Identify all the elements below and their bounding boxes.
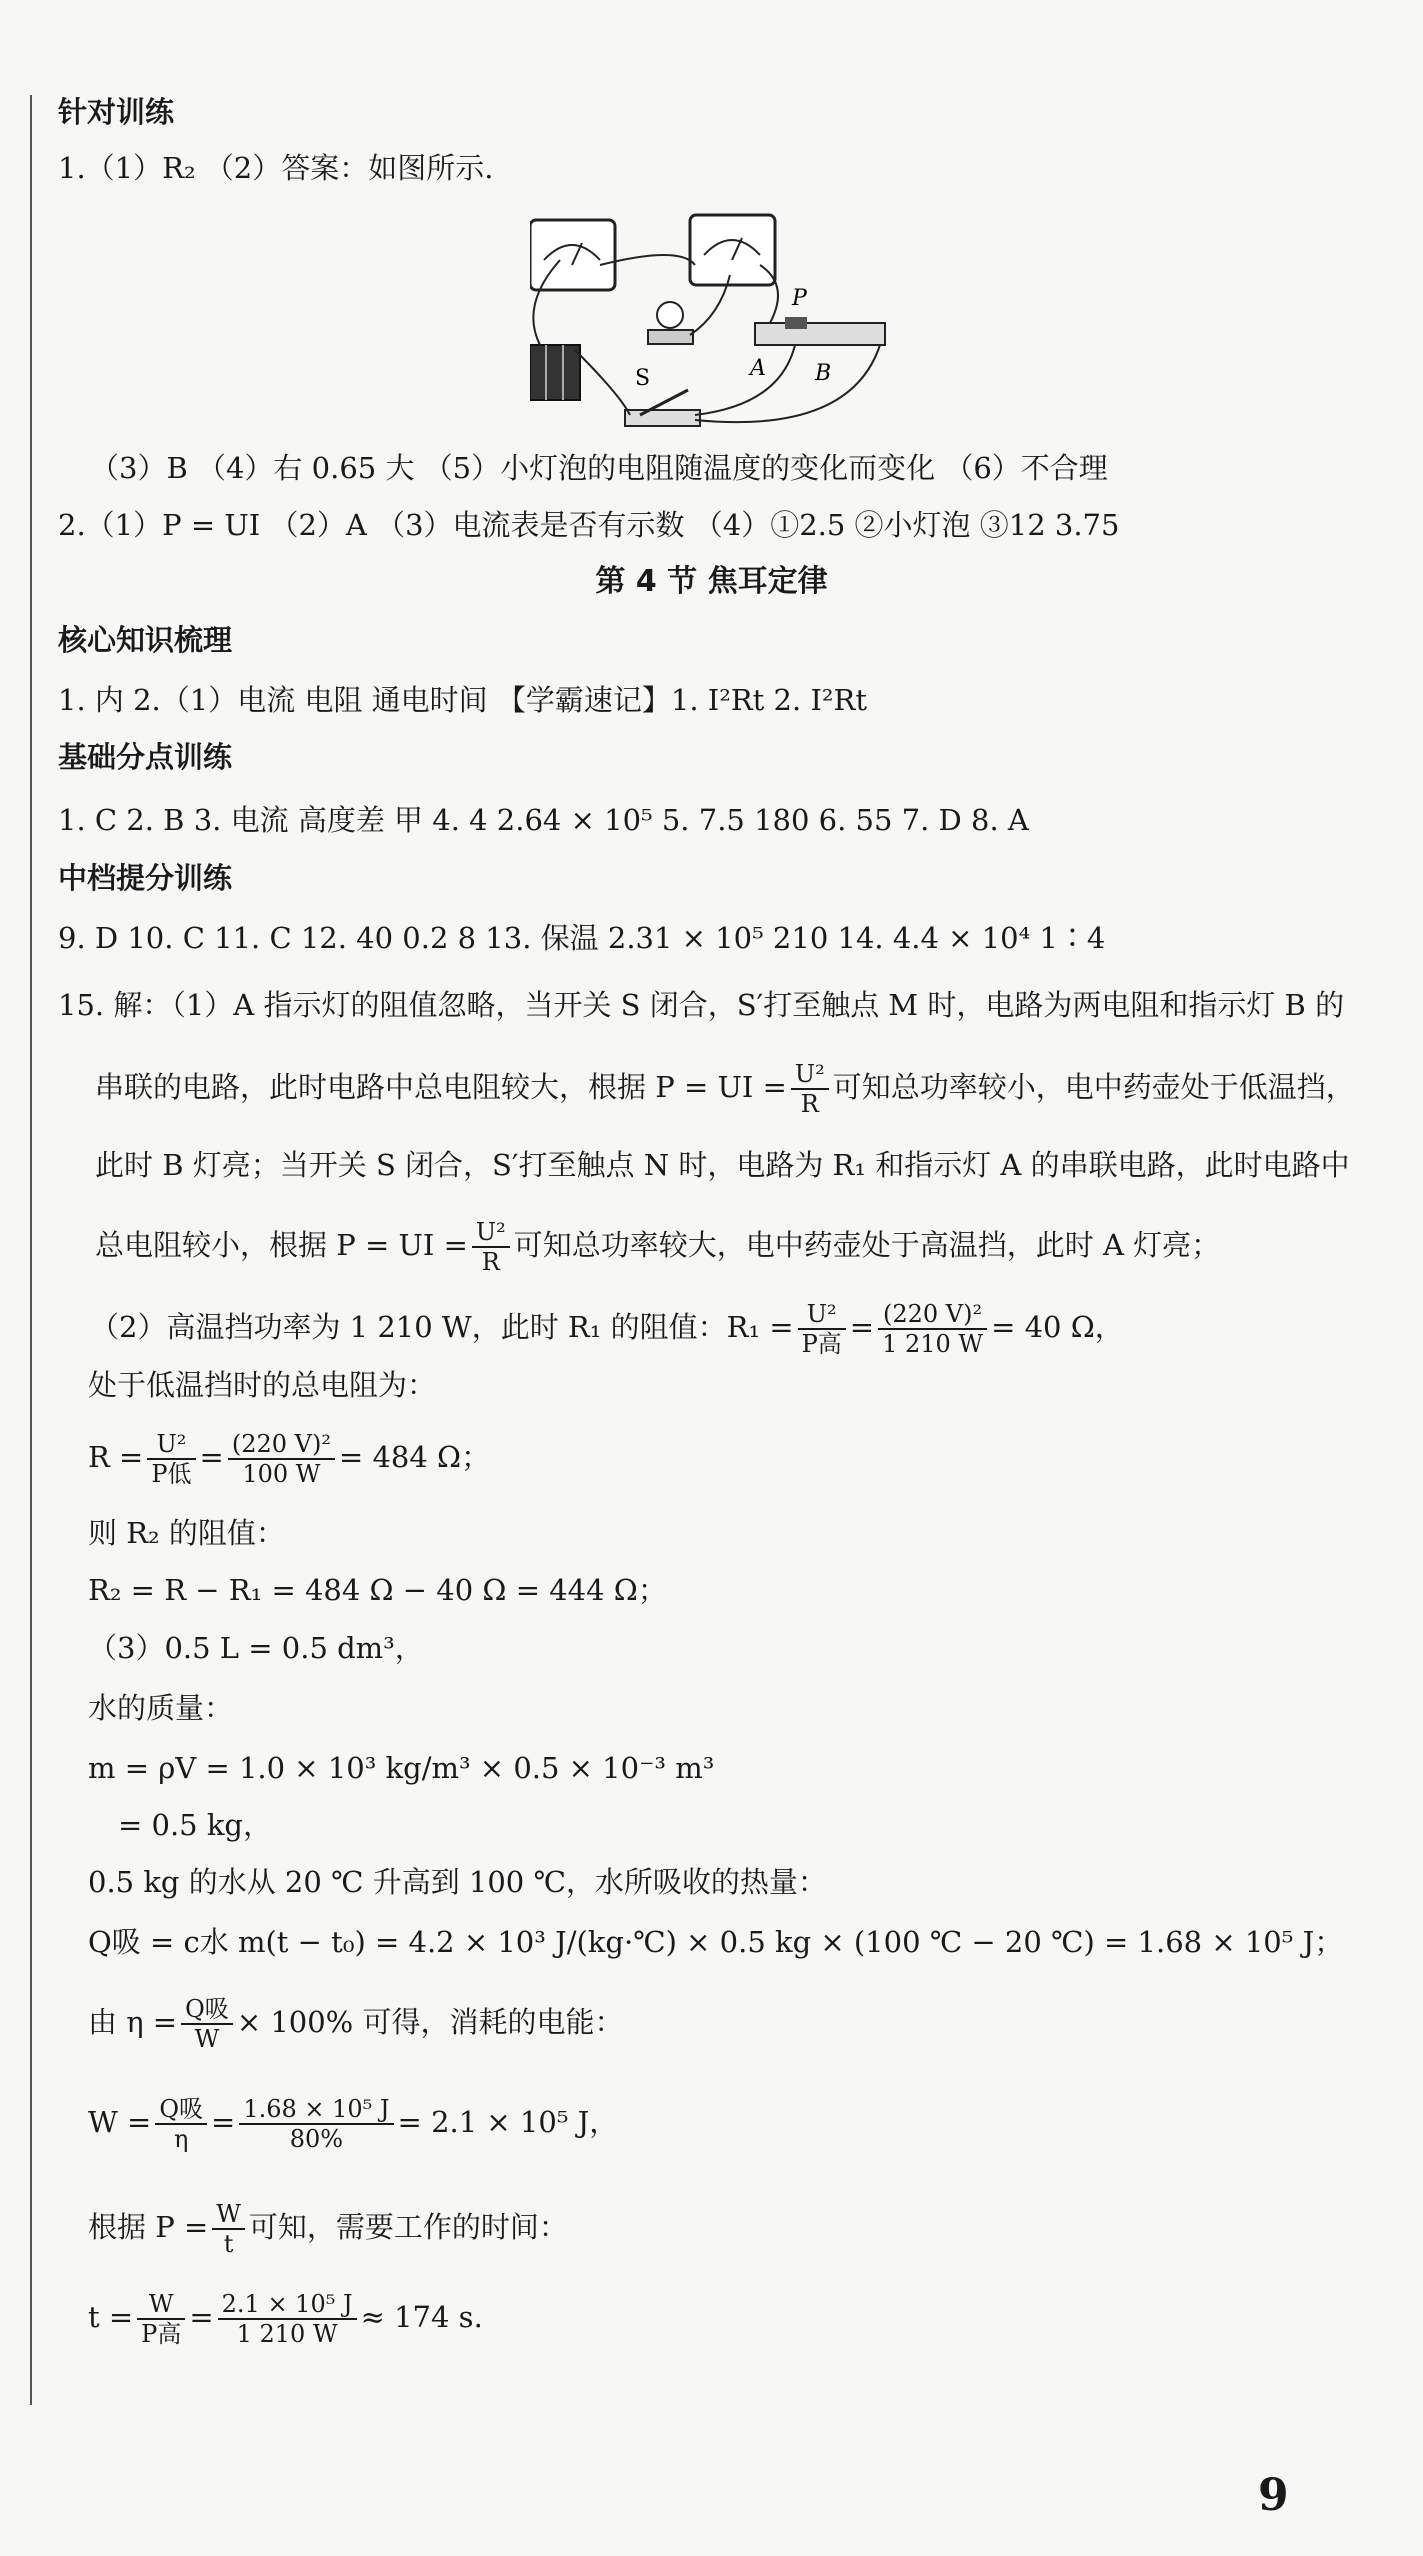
text: 可知总功率较小，电中药壶处于低温挡， <box>832 1070 1355 1104</box>
text: × 100% 可得，消耗的电能： <box>236 2005 624 2039</box>
answer-line: R₂ = R − R₁ = 484 Ω − 40 Ω = 444 Ω； <box>88 1573 667 1607</box>
answer-line: 0.5 kg 的水从 20 ℃ 升高到 100 ℃，水所吸收的热量： <box>88 1865 827 1899</box>
denominator: P高 <box>141 2320 182 2348</box>
answer-line: 处于低温挡时的总电阻为： <box>88 1368 437 1402</box>
formula-line <box>95 1218 1220 1276</box>
fraction <box>239 2095 393 2153</box>
answer-line: 9. D 10. C 11. C 12. 40 0.2 8 13. 保温 2.31 × 10⁵ 210 14. 4.4 × 10⁴ 1∶4 <box>58 921 1106 955</box>
voltmeter <box>690 215 775 285</box>
fraction <box>218 2290 357 2348</box>
answer-line: 此时 B 灯亮；当开关 S 闭合，S′打至触点 N 时，电路为 R₁ 和指示灯 A 的串联电路，此时电路中 <box>95 1148 1350 1182</box>
text: t = <box>88 2300 134 2334</box>
text: = 484 Ω； <box>338 1440 491 1474</box>
answer-line: 1.（1）R₂ （2）答案：如图所示. <box>58 151 494 185</box>
fraction <box>212 2200 245 2258</box>
formula-line <box>88 2200 568 2258</box>
margin-rule <box>30 95 32 2405</box>
section-heading: 基础分点训练 <box>58 740 233 774</box>
formula-line: t = $\frac{W}{\text{P高}}$ = $\frac{\text{2.1 × 10⁵ J}}{1 210 W}$ ≈ 174 s. <box>88 2290 483 2348</box>
numerator: 1.68 × 10⁵ J <box>239 2095 393 2125</box>
numerator: (220 V)² <box>878 1300 987 1330</box>
numerator: W <box>212 2200 245 2230</box>
page-number: 9 <box>1258 2470 1289 2521</box>
battery <box>530 345 580 400</box>
answer-line: 1. 内 2.（1）电流 电阻 通电时间 【学霸速记】1. I²Rt 2. I²Rt <box>58 683 868 717</box>
denominator: 1 210 W <box>882 1330 984 1358</box>
denominator: t <box>223 2230 234 2258</box>
answer-line: 水的质量： <box>88 1691 234 1725</box>
formula-line: W = $\frac{\text{Q吸}}{\eta}$ = $\frac{\text{1.68 × 10⁵ J}}{80\%}$ = 2.1 × 10⁵ J， <box>88 2095 619 2153</box>
text: = 2.1 × 10⁵ J， <box>397 2105 619 2139</box>
text: 可知总功率较大，电中药壶处于高温挡，此时 A 灯亮； <box>513 1228 1221 1262</box>
numerator: W <box>137 2290 185 2320</box>
numerator: U² <box>791 1060 829 1090</box>
answer-line: m = ρV = 1.0 × 10³ kg/m³ × 0.5 × 10⁻³ m³ <box>88 1751 715 1785</box>
answer-line: 1. C 2. B 3. 电流 高度差 甲 4. 4 2.64 × 10⁵ 5. 7.5 180 6. 55 7. D 8. A <box>58 803 1029 837</box>
answer-line: = 0.5 kg， <box>118 1808 272 1842</box>
rheostat <box>755 323 885 345</box>
text: 可知，需要工作的时间： <box>248 2210 568 2244</box>
denominator: R <box>800 1090 819 1118</box>
numerator: Q吸 <box>181 1995 233 2025</box>
ammeter <box>530 220 615 290</box>
denominator: 100 W <box>242 1460 321 1488</box>
section-heading: 核心知识梳理 <box>58 623 233 657</box>
numerator: (220 V)² <box>228 1430 335 1460</box>
text: 总电阻较小，根据 P = UI = <box>95 1228 468 1262</box>
label-A: A <box>750 356 766 381</box>
fraction <box>155 2095 207 2153</box>
denominator: η <box>173 2125 189 2153</box>
fraction <box>181 1995 233 2053</box>
formula-line: R = $\frac{\text{U²}}{\text{P低}}$ = $\frac{\text{(220 V)²}}{100 W}$ = 484 Ω； <box>88 1430 491 1488</box>
numerator: U² <box>798 1300 846 1330</box>
text: W = <box>88 2105 152 2139</box>
denominator: P低 <box>151 1460 192 1488</box>
chapter-title: 第 4 节 焦耳定律 <box>595 564 828 599</box>
label-P: P <box>792 286 807 311</box>
answer-line: 则 R₂ 的阻值： <box>88 1516 285 1550</box>
text: 串联的电路，此时电路中总电阻较大，根据 P = UI = <box>95 1070 787 1104</box>
denominator: 80% <box>289 2125 344 2153</box>
answer-line: （3）B （4）右 0.65 大 （5）小灯泡的电阻随温度的变化而变化 （6）不合理 <box>90 451 1108 485</box>
fraction <box>137 2290 185 2348</box>
numerator: Q吸 <box>155 2095 207 2125</box>
switch <box>625 410 700 426</box>
answer-line: （3）0.5 L = 0.5 dm³， <box>88 1631 424 1665</box>
denominator: 1 210 W <box>236 2320 338 2348</box>
answer-line: 15. 解：（1）A 指示灯的阻值忽略，当开关 S 闭合，S′打至触点 M 时，电路为两电阻和指示灯 B 的 <box>58 988 1345 1022</box>
label-S: S <box>635 366 651 391</box>
text: R = <box>88 1440 144 1474</box>
denominator: R <box>481 1248 500 1276</box>
text: ≈ 174 s. <box>360 2300 483 2334</box>
text: （2）高温挡功率为 1 210 W，此时 R₁ 的阻值：R₁ = <box>90 1310 794 1344</box>
fraction <box>878 1300 987 1358</box>
formula-line <box>88 1995 623 2053</box>
numerator: 2.1 × 10⁵ J <box>218 2290 357 2320</box>
text: 由 η = <box>88 2005 178 2039</box>
formula-line: （2）高温挡功率为 1 210 W，此时 R₁ 的阻值：R₁ = $\frac{\text{U²}}{\text{P高}}$ = $\frac{\text{(220 V)²}}{1 210 W}$ = 40 Ω， <box>90 1300 1124 1358</box>
numerator: U² <box>147 1430 195 1460</box>
answer-line: 2.（1）P = UI （2）A （3）电流表是否有示数 （4）①2.5 ②小灯泡 ③12 3.75 <box>58 508 1120 542</box>
fraction <box>472 1218 510 1276</box>
formula-line <box>95 1060 1355 1118</box>
fraction <box>791 1060 829 1118</box>
section-heading: 针对训练 <box>58 95 175 129</box>
bulb <box>657 302 683 328</box>
numerator: U² <box>472 1218 510 1248</box>
label-B: B <box>815 361 832 386</box>
fraction <box>228 1430 335 1488</box>
text: 根据 P = <box>88 2210 209 2244</box>
denominator: W <box>194 2025 220 2053</box>
text: = 40 Ω， <box>991 1310 1124 1344</box>
circuit-diagram <box>530 205 890 445</box>
fraction <box>798 1300 846 1358</box>
section-heading: 中档提分训练 <box>58 861 233 895</box>
denominator: P高 <box>801 1330 842 1358</box>
fraction <box>147 1430 195 1488</box>
answer-line: Q吸 = c水 m(t − t₀) = 4.2 × 10³ J/(kg·℃) × 0.5 kg × (100 ℃ − 20 ℃) = 1.68 × 10⁵ J； <box>88 1925 1344 1959</box>
